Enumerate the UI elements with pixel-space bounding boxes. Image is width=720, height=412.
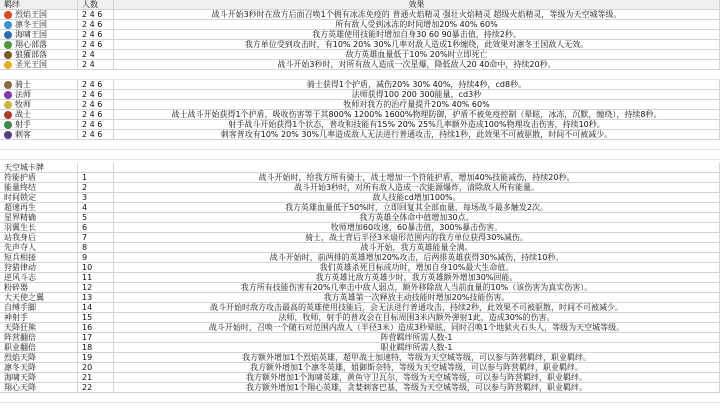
class-name: 刺客 bbox=[15, 130, 31, 139]
card-row bbox=[0, 283, 720, 293]
card-effect: 我方英雄全体命中值增加30点。 bbox=[114, 213, 720, 222]
header-name: 羁绊 bbox=[0, 0, 78, 9]
class-row bbox=[0, 120, 720, 130]
card-number: 21 bbox=[78, 373, 114, 382]
card-row bbox=[0, 223, 720, 233]
class-name: 法师 bbox=[15, 90, 31, 99]
card-effect: 我们英雄杀死目标成功时，增加自身10%最大生命值。 bbox=[114, 263, 720, 272]
blank-row bbox=[0, 140, 720, 150]
card-effect: 牧师增加60攻速，60暴击值，300%暴击伤害。 bbox=[114, 223, 720, 232]
faction-name: 凛冬王国 bbox=[15, 20, 47, 29]
card-name: 翔心天降 bbox=[0, 383, 78, 392]
card-number: 9 bbox=[78, 253, 114, 262]
card-number: 15 bbox=[78, 313, 114, 322]
card-effect: 战斗开始3秒时，对所有敌人造成一次能源爆炸，清除敌人所有能量。 bbox=[114, 183, 720, 192]
faction-icon bbox=[4, 61, 12, 69]
class-icon bbox=[4, 111, 12, 119]
class-effect: 牧师对我方的治疗量提升20% 40% 60% bbox=[114, 100, 720, 109]
faction-effect: 战斗开始3秒时在敌方后面召唤1个拥有冰冻免疫的 普通火焰精灵 强壮火焰精灵 超级火焰精灵，等级为天空城等级。 bbox=[114, 10, 720, 19]
card-name: 符能护盾 bbox=[0, 173, 78, 182]
faction-icon bbox=[4, 41, 12, 49]
card-name: 海啸天降 bbox=[0, 373, 78, 382]
card-number: 2 bbox=[78, 183, 114, 192]
card-effect: 战斗开始时，召唤一个随石对范围内敌人（半径3米）造成3秒晕眩，同时召唤1个地狱火石头人，等级为天空城等级。 bbox=[114, 323, 720, 332]
card-effect: 职业羁绊所需人数-1 bbox=[114, 343, 720, 352]
card-number: 4 bbox=[78, 203, 114, 212]
card-effect: 战斗开始时，前两排的英雄增加20%攻击，后两排英雄获得30%减伤，持续10秒。 bbox=[114, 253, 720, 262]
class-icon bbox=[4, 81, 12, 89]
card-row bbox=[0, 383, 720, 393]
faction-effect: 战斗开始3秒时，对所有敌人造成一次星爆，降低敌人20 40命中，持续20秒。 bbox=[114, 60, 720, 69]
card-number: 18 bbox=[78, 343, 114, 352]
card-name: 星界精确 bbox=[0, 213, 78, 222]
card-name: 凛冬天降 bbox=[0, 363, 78, 372]
card-row bbox=[0, 263, 720, 273]
faction-icon bbox=[4, 51, 12, 59]
card-effect: 战斗开始，我方英雄能量全满。 bbox=[114, 243, 720, 252]
card-name: 时间锁定 bbox=[0, 193, 78, 202]
card-effect: 我方英雄比敌方英雄少时，我方英雄额外增加30%回能。 bbox=[114, 273, 720, 282]
card-name: 先声夺人 bbox=[0, 243, 78, 252]
card-name: 阵营翻倍 bbox=[0, 333, 78, 342]
card-number: 19 bbox=[78, 353, 114, 362]
class-count: 2 4 6 bbox=[78, 130, 114, 139]
card-number: 6 bbox=[78, 223, 114, 232]
header-count: 人数 bbox=[78, 0, 114, 9]
card-number: 5 bbox=[78, 213, 114, 222]
card-row bbox=[0, 253, 720, 263]
faction-count: 2 4 6 bbox=[78, 40, 114, 49]
class-effect: 射手战斗开始获得1个状态，普攻和技能有15% 20% 25%几率额外造成100%物理攻击伤害，持续10秒。 bbox=[114, 120, 720, 129]
faction-effect: 我方英雄使用技能时增加自身30 60 90暴击值，持续2秒。 bbox=[114, 30, 720, 39]
card-number: 17 bbox=[78, 333, 114, 342]
card-effect: 法师，牧师，射手的普攻会在目标周围3米内额外弹射1此，造成30%的伤害。 bbox=[114, 313, 720, 322]
faction-row bbox=[0, 20, 720, 30]
faction-count: 2 4 6 bbox=[78, 20, 114, 29]
card-name: 短兵相接 bbox=[0, 253, 78, 262]
card-row bbox=[0, 243, 720, 253]
card-effect: 我方额外增加1个凛冬英雄，姐御斯奈特，等级为天空城等级，可以参与阵营羁绊，职业羁绊。 bbox=[114, 363, 720, 372]
class-effect: 战士战斗开始获得1个护盾，吸收伤害等于其800% 1200% 1600%物理防御，护盾不被免疫控制（晕眩，冰冻，沉默，缠绕），持续8秒。 bbox=[114, 110, 720, 119]
card-effect: 我方额外增加1个海啸英雄，黄鱼守卫瓦尔，等级为天空城等级，可以参与阵营羁绊，职业羁绊。 bbox=[114, 373, 720, 382]
faction-name: 海啸王国 bbox=[15, 30, 47, 39]
card-row bbox=[0, 323, 720, 333]
class-row bbox=[0, 100, 720, 110]
blank-row bbox=[0, 70, 720, 80]
class-row bbox=[0, 130, 720, 140]
faction-row bbox=[0, 30, 720, 40]
card-number: 16 bbox=[78, 323, 114, 332]
card-name: 自缚手脚 bbox=[0, 303, 78, 312]
card-row bbox=[0, 233, 720, 243]
class-icon bbox=[4, 131, 12, 139]
card-number: 10 bbox=[78, 263, 114, 272]
faction-icon bbox=[4, 21, 12, 29]
card-name: 大天使之翼 bbox=[0, 293, 78, 302]
class-row bbox=[0, 90, 720, 100]
card-number: 11 bbox=[78, 273, 114, 282]
card-effect: 敌人技能cd增加100%。 bbox=[114, 193, 720, 202]
card-name: 职业翻倍 bbox=[0, 343, 78, 352]
class-row bbox=[0, 80, 720, 90]
faction-count: 2 4 bbox=[78, 60, 114, 69]
card-effect: 我方额外增加1个烈焰英雄，超甲战士加速特，等级为天空城等级，可以参与阵营羁绊，职业羁绊。 bbox=[114, 353, 720, 362]
card-effect: 骑士，战士背后半径3米扇形范围内的我方单位获得30%减伤。 bbox=[114, 233, 720, 242]
class-icon bbox=[4, 91, 12, 99]
card-row bbox=[0, 203, 720, 213]
faction-effect: 所有敌人受到冰冻的时间增加20% 40% 60% bbox=[114, 20, 720, 29]
card-row bbox=[0, 183, 720, 193]
class-icon bbox=[4, 101, 12, 109]
blank-row bbox=[0, 393, 720, 403]
card-number: 8 bbox=[78, 243, 114, 252]
card-name: 烈焰天降 bbox=[0, 353, 78, 362]
header-row bbox=[0, 0, 720, 10]
faction-icon bbox=[4, 11, 12, 19]
class-icon bbox=[4, 121, 12, 129]
card-row bbox=[0, 303, 720, 313]
card-row bbox=[0, 373, 720, 383]
class-count: 2 4 6 bbox=[78, 100, 114, 109]
card-effect: 战斗开始时，给我方所有骑士，战士增加一个符能护盾，增加40%技能减伤，持续20秒。 bbox=[114, 173, 720, 182]
card-name: 站我身后 bbox=[0, 233, 78, 242]
faction-row bbox=[0, 60, 720, 70]
card-name: 狩猎律动 bbox=[0, 263, 78, 272]
faction-count: 2 4 6 bbox=[78, 30, 114, 39]
cards-header: 天空城卡牌 bbox=[0, 163, 78, 172]
card-row bbox=[0, 313, 720, 323]
card-effect: 我方所有技能伤害有20%几率击中敌人弱点，额外移除敌人当前血量的10%（该伤害为真实伤害）。 bbox=[114, 283, 720, 292]
card-row bbox=[0, 273, 720, 283]
faction-effect: 敌方英雄血量低于10% 20%时立即死亡 bbox=[114, 50, 720, 59]
card-row bbox=[0, 193, 720, 203]
class-count: 2 4 6 bbox=[78, 120, 114, 129]
class-count: 2 4 6 bbox=[78, 90, 114, 99]
card-name: 粉碎器 bbox=[0, 283, 78, 292]
card-effect: 战斗开始时敌方攻击最高的英雄使用技能后，会无法进行普通攻击，持续2秒，此效果不可被驱散，时间不可被减少。 bbox=[114, 303, 720, 312]
card-effect: 我方英雄血量低于50%时，立即回复其全部血量，每场战斗最多触发2次。 bbox=[114, 203, 720, 212]
card-number: 12 bbox=[78, 283, 114, 292]
card-effect: 阵营羁绊所需人数-1 bbox=[114, 333, 720, 342]
class-effect: 刺客普攻有10% 20% 30%几率造成敌人无法进行普通攻击，持续1秒，此效果不可被驱散，时间不可被减少。 bbox=[114, 130, 720, 139]
class-effect: 骑士获得1个护盾，减伤20% 30% 40%，持续4秒，cd8秒。 bbox=[114, 80, 720, 89]
faction-name: 烈焰王国 bbox=[15, 10, 47, 19]
card-number: 3 bbox=[78, 193, 114, 202]
faction-count: 2 4 bbox=[78, 50, 114, 59]
card-row bbox=[0, 363, 720, 373]
class-row bbox=[0, 110, 720, 120]
blank-row bbox=[0, 150, 720, 160]
class-name: 射手 bbox=[15, 120, 31, 129]
card-row bbox=[0, 213, 720, 223]
card-row bbox=[0, 333, 720, 343]
header-effect: 效果 bbox=[114, 0, 720, 9]
card-number: 22 bbox=[78, 383, 114, 392]
card-effect: 我方英雄第一次释放主动技能时增加20%技能伤害。 bbox=[114, 293, 720, 302]
card-name: 羽翼生长 bbox=[0, 223, 78, 232]
faction-effect: 我方单位受到攻击时，有10% 20% 30%几率对敌人造成1秒缠绕，此效果对凛冬王国敌人无效。 bbox=[114, 40, 720, 49]
cards-header-row bbox=[0, 163, 720, 173]
class-name: 牧师 bbox=[15, 100, 31, 109]
card-row bbox=[0, 293, 720, 303]
card-name: 能量终结 bbox=[0, 183, 78, 192]
class-effect: 法师获得100 200 300能量，cd3秒 bbox=[114, 90, 720, 99]
card-name: 神射手 bbox=[0, 313, 78, 322]
class-name: 战士 bbox=[15, 110, 31, 119]
faction-row bbox=[0, 40, 720, 50]
faction-name: 翔心部落 bbox=[15, 40, 47, 49]
card-number: 7 bbox=[78, 233, 114, 242]
card-name: 逆风斗志 bbox=[0, 273, 78, 282]
class-name: 骑士 bbox=[15, 80, 31, 89]
card-number: 13 bbox=[78, 293, 114, 302]
faction-name: 狼獾部落 bbox=[15, 50, 47, 59]
card-name: 超速再生 bbox=[0, 203, 78, 212]
card-number: 20 bbox=[78, 363, 114, 372]
card-row bbox=[0, 343, 720, 353]
card-effect: 我方额外增加1个翔心英雄，贪婪刺客巴基，等级为天空城等级，可以参与阵营羁绊，职业羁绊。 bbox=[114, 383, 720, 392]
faction-row bbox=[0, 50, 720, 60]
class-count: 2 4 6 bbox=[78, 80, 114, 89]
faction-row bbox=[0, 10, 720, 20]
card-number: 1 bbox=[78, 173, 114, 182]
class-count: 2 4 6 bbox=[78, 110, 114, 119]
faction-name: 圣光王国 bbox=[15, 60, 47, 69]
card-row bbox=[0, 173, 720, 183]
faction-icon bbox=[4, 31, 12, 39]
faction-count: 2 4 6 bbox=[78, 10, 114, 19]
card-row bbox=[0, 353, 720, 363]
card-name: 天降狂熊 bbox=[0, 323, 78, 332]
card-number: 14 bbox=[78, 303, 114, 312]
